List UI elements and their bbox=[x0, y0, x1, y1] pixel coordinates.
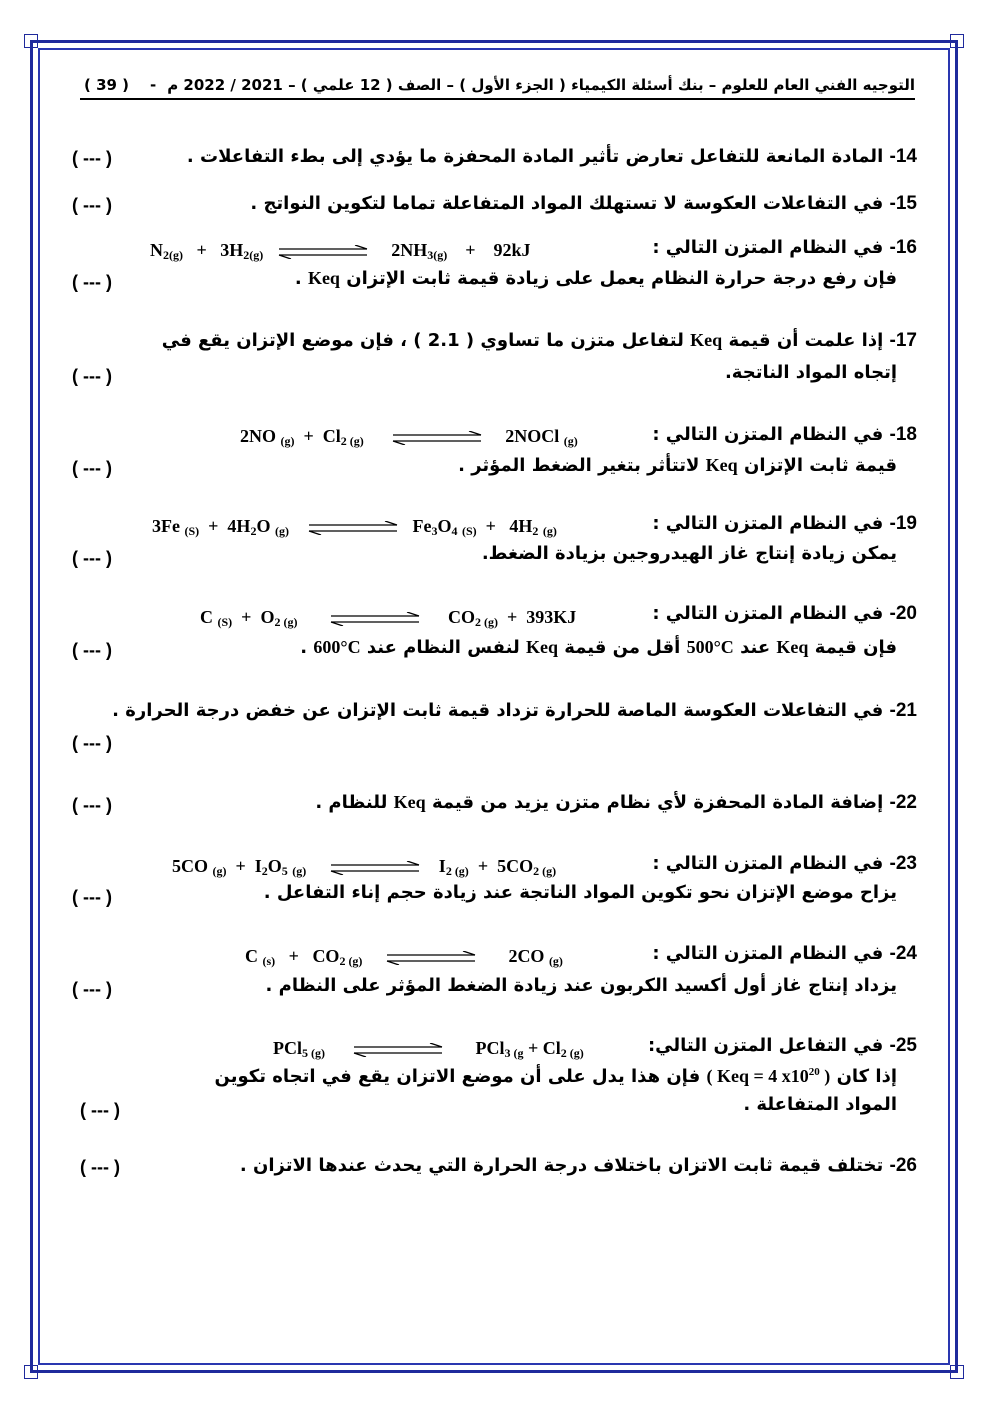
question-25: 25- في التفاعل المتزن التالي: bbox=[647, 1035, 917, 1056]
equilibrium-arrow-icon bbox=[307, 521, 399, 535]
equation-16: N2(g) + 3H2(g) 2NH3(g) + 92kJ bbox=[150, 240, 531, 262]
question-intro: في النظام المتزن التالي : bbox=[652, 237, 884, 258]
question-14 bbox=[187, 146, 917, 168]
question-22: 22- إضافة المادة المحفزة لأي نظام متزن يزيد من قيمة Keq للنظام . bbox=[315, 792, 917, 813]
question-number: 14- bbox=[889, 146, 917, 167]
question-19: 19- في النظام المتزن التالي : bbox=[652, 513, 917, 534]
answer-blank-19[interactable]: ( --- ) bbox=[72, 548, 112, 568]
question-20-line2: فإن قيمة Keq عند 500°C أقل من قيمة Keq لنفس النظام عند 600°C . bbox=[300, 637, 897, 658]
keq-symbol: Keq bbox=[705, 455, 738, 475]
answer-blank-24[interactable]: ( --- ) bbox=[72, 979, 112, 999]
question-number: 26- bbox=[889, 1155, 917, 1176]
equilibrium-arrow-icon bbox=[277, 245, 369, 259]
answer-blank-17[interactable]: ( --- ) bbox=[72, 366, 112, 386]
border-corner bbox=[24, 1365, 38, 1379]
question-24: 24- في النظام المتزن التالي : bbox=[652, 943, 917, 964]
keq-symbol: Keq bbox=[776, 637, 809, 657]
question-16 bbox=[652, 237, 917, 259]
question-23-line2: يزاح موضع الإتزان نحو تكوين المواد الناتجة عند زيادة حجم إناء التفاعل . bbox=[263, 882, 897, 903]
keq-symbol: Keq bbox=[393, 792, 426, 812]
answer-blank-18[interactable]: ( --- ) bbox=[72, 458, 112, 478]
border-corner bbox=[24, 34, 38, 48]
keq-expression: ( Keq = 4 $x10^{20}$ ) bbox=[706, 1066, 831, 1086]
answer-blank-22[interactable]: ( --- ) bbox=[72, 795, 112, 815]
question-21: 21- في التفاعلات العكوسة الماصة للحرارة تزداد قيمة ثابت الإتزان عن خفض درجة الحرارة . bbox=[112, 700, 917, 721]
question-number: 17- bbox=[889, 330, 917, 351]
temperature-500: 500°C bbox=[686, 637, 734, 657]
equilibrium-arrow-icon bbox=[385, 951, 477, 965]
question-17-line2: إتجاه المواد الناتجة. bbox=[724, 362, 897, 383]
equilibrium-arrow-icon bbox=[329, 612, 421, 626]
question-text: المادة المانعة للتفاعل تعارض تأثير المادة المحفزة ما يؤدي إلى بطء التفاعلات . bbox=[186, 146, 884, 167]
keq-symbol: Keq bbox=[307, 268, 340, 288]
question-text: في التفاعلات العكوسة لا تستهلك المواد المتفاعلة تماما لتكوين النواتج . bbox=[250, 193, 884, 214]
question-number: 15- bbox=[889, 193, 917, 214]
question-number: 18- bbox=[889, 424, 917, 445]
answer-blank-15[interactable]: ( --- ) bbox=[72, 195, 112, 215]
question-18: 18- في النظام المتزن التالي : bbox=[652, 424, 917, 445]
question-24-line2: يزداد إنتاج غاز أول أكسيد الكربون عند زيادة الضغط المؤثر على النظام . bbox=[265, 975, 897, 996]
page-number: ( 39 ) bbox=[84, 76, 130, 94]
answer-blank-14[interactable]: ( --- ) bbox=[72, 148, 112, 168]
question-number: 16- bbox=[889, 237, 917, 258]
answer-blank-21[interactable]: ( --- ) bbox=[72, 733, 112, 753]
border-corner bbox=[950, 1365, 964, 1379]
question-18-line2: قيمة ثابت الإتزان Keq لاتتأثر بتغير الضغط المؤثر . bbox=[458, 455, 897, 476]
question-number: 21- bbox=[889, 700, 917, 721]
question-17: 17- إذا علمت أن قيمة Keq لتفاعل متزن ما تساوي ( 2.1 ) ، فإن موضع الإتزان يقع في bbox=[161, 330, 917, 351]
keq-symbol: Keq bbox=[526, 637, 559, 657]
question-number: 23- bbox=[889, 853, 917, 874]
question-20: 20- في النظام المتزن التالي : bbox=[652, 603, 917, 624]
header-text: التوجيه الفني العام للعلوم – بنك أسئلة الكيمياء ( الجزء الأول ) – الصف ( 12 علمي ) – 2021 / 2022 م bbox=[167, 76, 915, 94]
question-number: 25- bbox=[889, 1035, 917, 1056]
equilibrium-arrow-icon bbox=[329, 861, 421, 875]
question-number: 24- bbox=[889, 943, 917, 964]
question-23: 23- في النظام المتزن التالي : bbox=[652, 853, 917, 874]
equation-23: 5CO (g) + I2O5 (g) I2 (g) + 5CO2 (g) bbox=[172, 856, 557, 878]
question-16-line2: فإن رفع درجة حرارة النظام يعمل على زيادة قيمة ثابت الإتزان Keq . bbox=[294, 268, 897, 289]
keq-symbol: Keq bbox=[690, 330, 723, 350]
question-25-line3: المواد المتفاعلة . bbox=[743, 1094, 897, 1115]
temperature-600: 600°C bbox=[313, 637, 361, 657]
question-15 bbox=[250, 193, 917, 215]
equation-24: C (s) + CO2 (g) 2CO (g) bbox=[245, 946, 563, 968]
header-dash: - bbox=[150, 76, 157, 94]
answer-blank-20[interactable]: ( --- ) bbox=[72, 640, 112, 660]
answer-blank-16[interactable]: ( --- ) bbox=[72, 272, 112, 292]
answer-blank-23[interactable]: ( --- ) bbox=[72, 887, 112, 907]
equation-18: 2NO (g) + Cl2 (g) 2NOCl (g) bbox=[240, 426, 578, 448]
equilibrium-arrow-icon bbox=[391, 431, 483, 445]
equation-25: PCl5 (g) PCl3 (g + Cl2 (g) bbox=[273, 1038, 584, 1060]
question-number: 20- bbox=[889, 603, 917, 624]
equilibrium-arrow-icon bbox=[352, 1043, 444, 1057]
question-number: 19- bbox=[889, 513, 917, 534]
page-header bbox=[80, 72, 915, 100]
question-number: 22- bbox=[889, 792, 917, 813]
equation-19: 3Fe (S) + 4H2O (g) Fe3O4 (S) + 4H2 (g) bbox=[152, 516, 557, 538]
answer-blank-25[interactable]: ( --- ) bbox=[80, 1100, 120, 1120]
question-19-line2: يمكن زيادة إنتاج غاز الهيدروجين بزيادة الضغط. bbox=[481, 543, 897, 564]
question-26: 26- تختلف قيمة ثابت الاتزان باختلاف درجة الحرارة التي يحدث عندها الاتزان . bbox=[239, 1155, 917, 1176]
answer-blank-26[interactable]: ( --- ) bbox=[80, 1157, 120, 1177]
border-corner bbox=[950, 34, 964, 48]
question-25-line2: إذا كان ( Keq = 4 $x10^{20}$ ) فإن هذا يدل على أن موضع الاتزان يقع في اتجاه تكوين bbox=[214, 1066, 897, 1087]
equation-20: C (S) + O2 (g) CO2 (g) + 393KJ bbox=[200, 607, 577, 629]
